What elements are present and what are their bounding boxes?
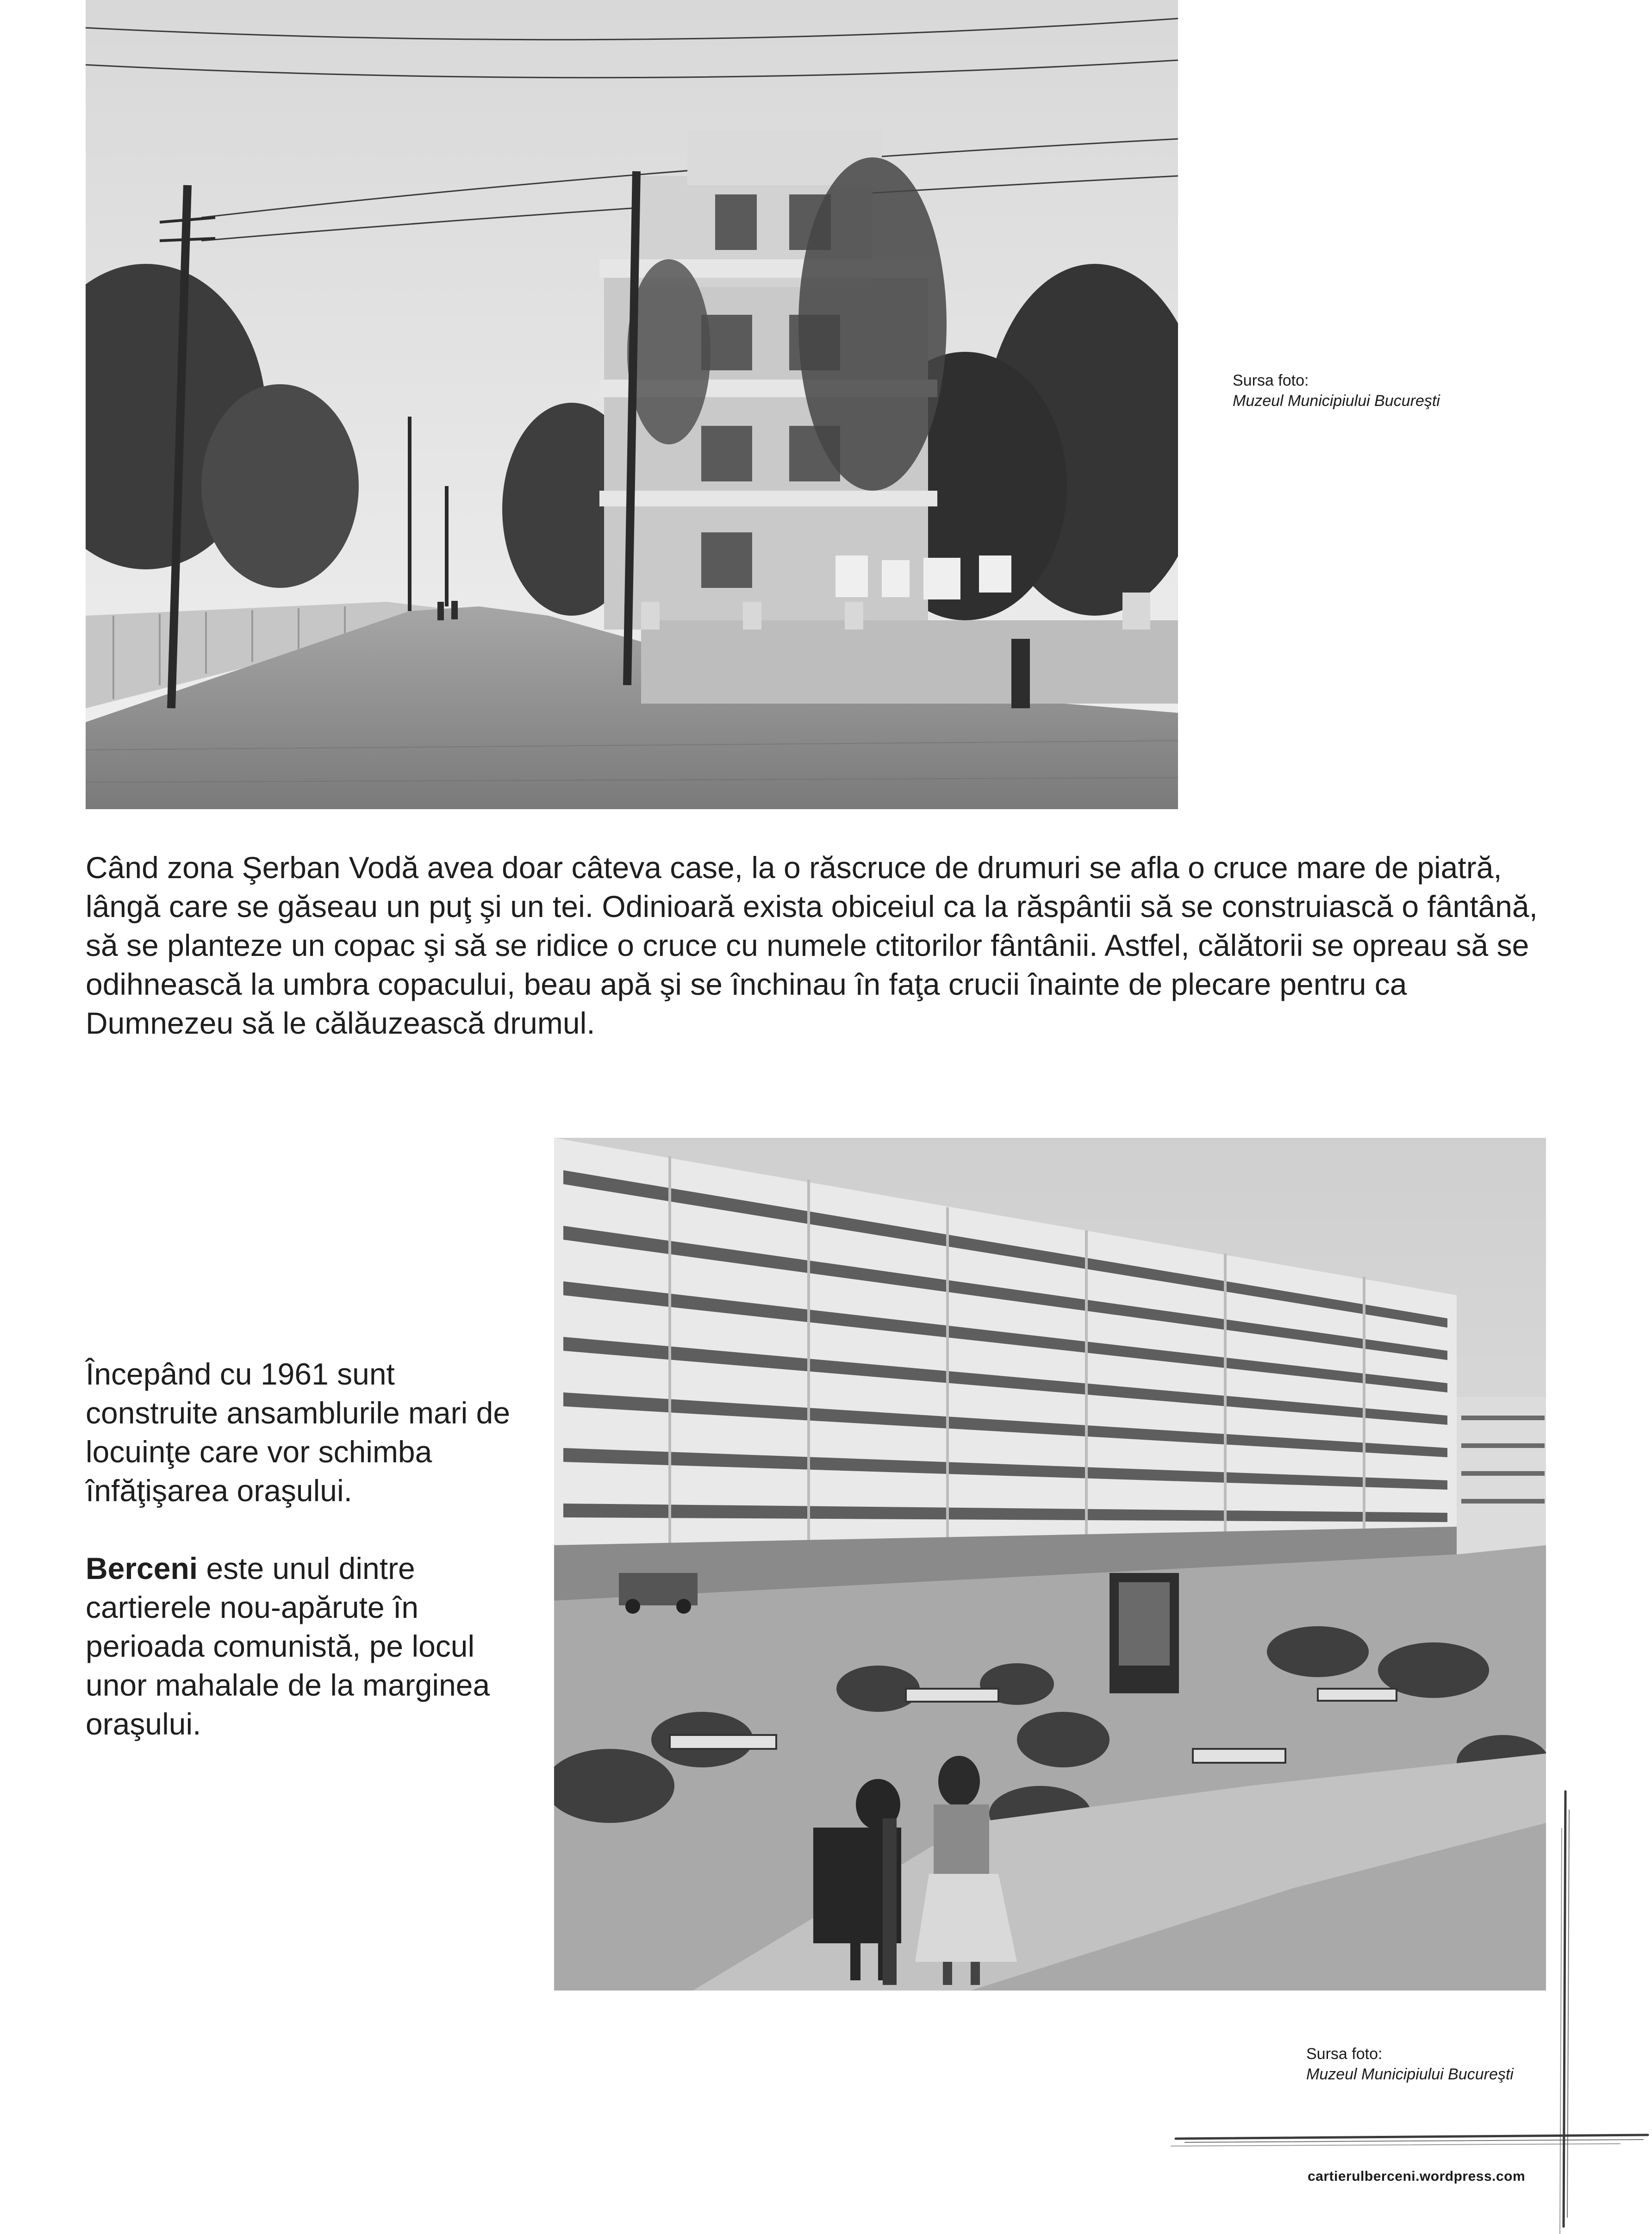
- photo-credit-museum: Muzeul Municipiului Bucureşti: [1306, 2066, 1514, 2083]
- decorative-lines: [1166, 1782, 1652, 2234]
- photo-credit-museum: Muzeul Municipiului Bucureşti: [1233, 392, 1440, 410]
- photo-credit-label: Sursa foto:: [1233, 372, 1309, 389]
- berceni-bold: Berceni: [86, 1551, 198, 1585]
- footer-url[interactable]: cartierulberceni.wordpress.com: [1308, 2169, 1526, 2184]
- side-paragraph-2-rest: este unul dintre cartierele nou-apărute în perioada comunistă, pe locul unor mahalale de la marginea oraşului.: [86, 1551, 490, 1741]
- photo-credit-top: [1233, 370, 1440, 411]
- photo-street-illustration: [86, 0, 1178, 809]
- side-paragraph-1: Începând cu 1961 sunt construite ansamblurile mari de locuinţe care vor schimba înfăţişarea oraşului.: [86, 1357, 511, 1508]
- main-paragraph: Când zona Şerban Vodă avea doar câteva case, la o răscruce de drumuri se afla o cruce mare de piatră, lângă care se găseau un puţ şi un tei. Odinioară exista obiceiul ca la răspântii să se construiască o fântână, să se planteze un copac şi să se ridice o cruce cu numele ctitorilor fântânii. Astfel, călătorii se opreau să se odihnească la umbra copacului, beau apă şi se închinau în faţa crucii înainte de plecare pentru ca Dumnezeu să le călăuzească drumul.: [86, 850, 1538, 1040]
- side-text-block: [86, 1354, 511, 1743]
- side-paragraph-2: [86, 1549, 511, 1743]
- photo-credit-label: Sursa foto:: [1306, 2045, 1383, 2063]
- photo-street-corner-house: [86, 0, 1178, 809]
